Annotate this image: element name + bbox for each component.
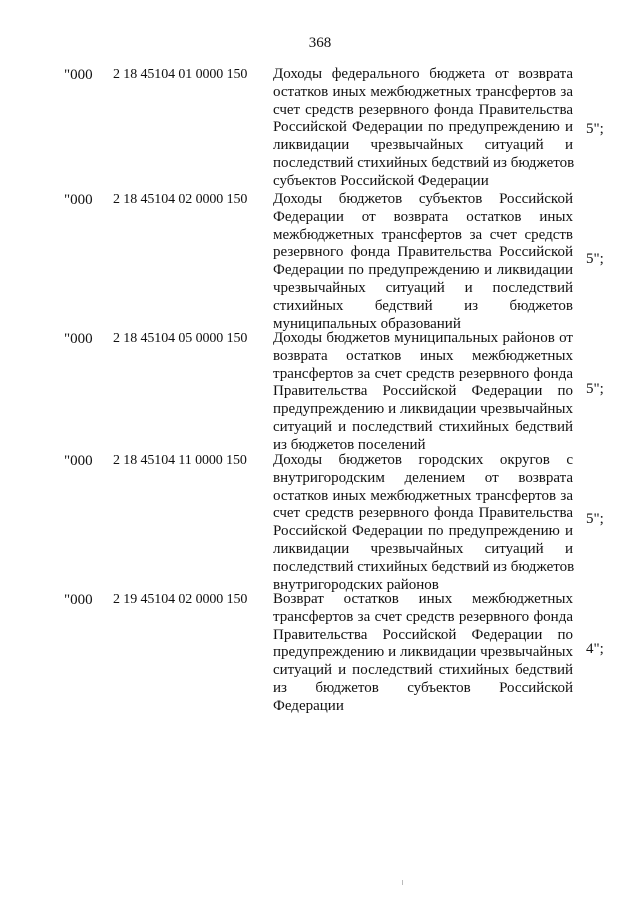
description-line: из бюджетов субъектов Российской	[273, 679, 573, 696]
entry-description	[273, 452, 573, 594]
description-line: внутригородским делением от возврата	[273, 469, 573, 486]
description-line: остатков иных межбюджетных трансфертов за	[273, 487, 573, 504]
entry-prefix: "000	[64, 67, 93, 83]
entry-prefix: "000	[64, 592, 93, 608]
description-line: Правительства Российской Федерации по	[273, 383, 573, 400]
description-line: из бюджетов поселений	[273, 436, 426, 453]
budget-classification-code: 2 18 45104 02 0000 150	[113, 192, 248, 207]
entry-description	[273, 66, 573, 191]
entry-suffix: 5";	[586, 511, 604, 527]
description-line: Федерации	[273, 697, 344, 714]
entry-prefix: "000	[64, 331, 93, 347]
description-line: Доходы федерального бюджета от возврата	[273, 66, 573, 82]
description-line: стихийных бедствий из бюджетов	[273, 297, 573, 314]
description-line: предупреждению и ликвидации чрезвычайных	[273, 401, 573, 418]
description-line: чрезвычайных ситуаций и последствий	[273, 279, 573, 296]
scan-mark	[402, 880, 403, 885]
description-line: муниципальных образований	[273, 315, 461, 332]
description-line: последствий стихийных бедствий из бюджетов	[273, 558, 575, 575]
description-line: Возврат остатков иных межбюджетных	[273, 591, 573, 607]
description-line: трансфертов за счет средств резервного фонда	[273, 365, 573, 382]
entry-prefix: "000	[64, 192, 93, 208]
entry-description	[273, 591, 573, 716]
description-line: Федерации по предупреждению и ликвидации	[273, 262, 573, 279]
description-line: ликвидации чрезвычайных ситуаций и	[273, 540, 573, 557]
page-number: 368	[308, 35, 332, 51]
description-line: Доходы бюджетов городских округов с	[273, 452, 573, 468]
entry-description	[273, 191, 573, 333]
description-line: Федерации от возврата остатков иных	[273, 208, 573, 225]
description-line: ситуаций и последствий стихийных бедствий	[273, 418, 573, 435]
description-line: субъектов Российской Федерации	[273, 172, 489, 189]
entry-suffix: 5";	[586, 251, 604, 267]
description-line: остатков иных межбюджетных трансфертов за	[273, 83, 573, 100]
description-line: Доходы бюджетов субъектов Российской	[273, 191, 573, 207]
entry-suffix: 5";	[586, 121, 604, 137]
budget-classification-code: 2 18 45104 11 0000 150	[113, 453, 247, 468]
budget-classification-code: 2 19 45104 02 0000 150	[113, 592, 248, 607]
budget-classification-code: 2 18 45104 05 0000 150	[113, 331, 248, 346]
description-line: Правительства Российской Федерации по	[273, 626, 573, 643]
description-line: счет средств резервного фонда Правительства	[273, 101, 573, 118]
description-line: Российской Федерации по предупреждению и	[273, 119, 573, 136]
entry-suffix: 4";	[586, 641, 604, 657]
description-line: ликвидации чрезвычайных ситуаций и	[273, 137, 573, 154]
entry-prefix: "000	[64, 453, 93, 469]
description-line: межбюджетных трансфертов за счет средств	[273, 226, 573, 243]
description-line: счет средств резервного фонда Правительства	[273, 505, 573, 522]
description-line: возврата остатков иных межбюджетных	[273, 347, 573, 364]
description-line: резервного фонда Правительства Российской	[273, 244, 573, 261]
budget-classification-code: 2 18 45104 01 0000 150	[113, 67, 248, 82]
description-line: предупреждению и ликвидации чрезвычайных	[273, 644, 573, 661]
entry-description	[273, 330, 573, 455]
description-line: ситуаций и последствий стихийных бедствий	[273, 662, 573, 679]
description-line: внутригородских районов	[273, 576, 439, 593]
description-line: Доходы бюджетов муниципальных районов от	[273, 330, 573, 346]
description-line: Российской Федерации по предупреждению и	[273, 523, 573, 540]
description-line: трансфертов за счет средств резервного фонда	[273, 608, 573, 625]
entry-suffix: 5";	[586, 381, 604, 397]
description-line: последствий стихийных бедствий из бюджетов	[273, 154, 575, 171]
